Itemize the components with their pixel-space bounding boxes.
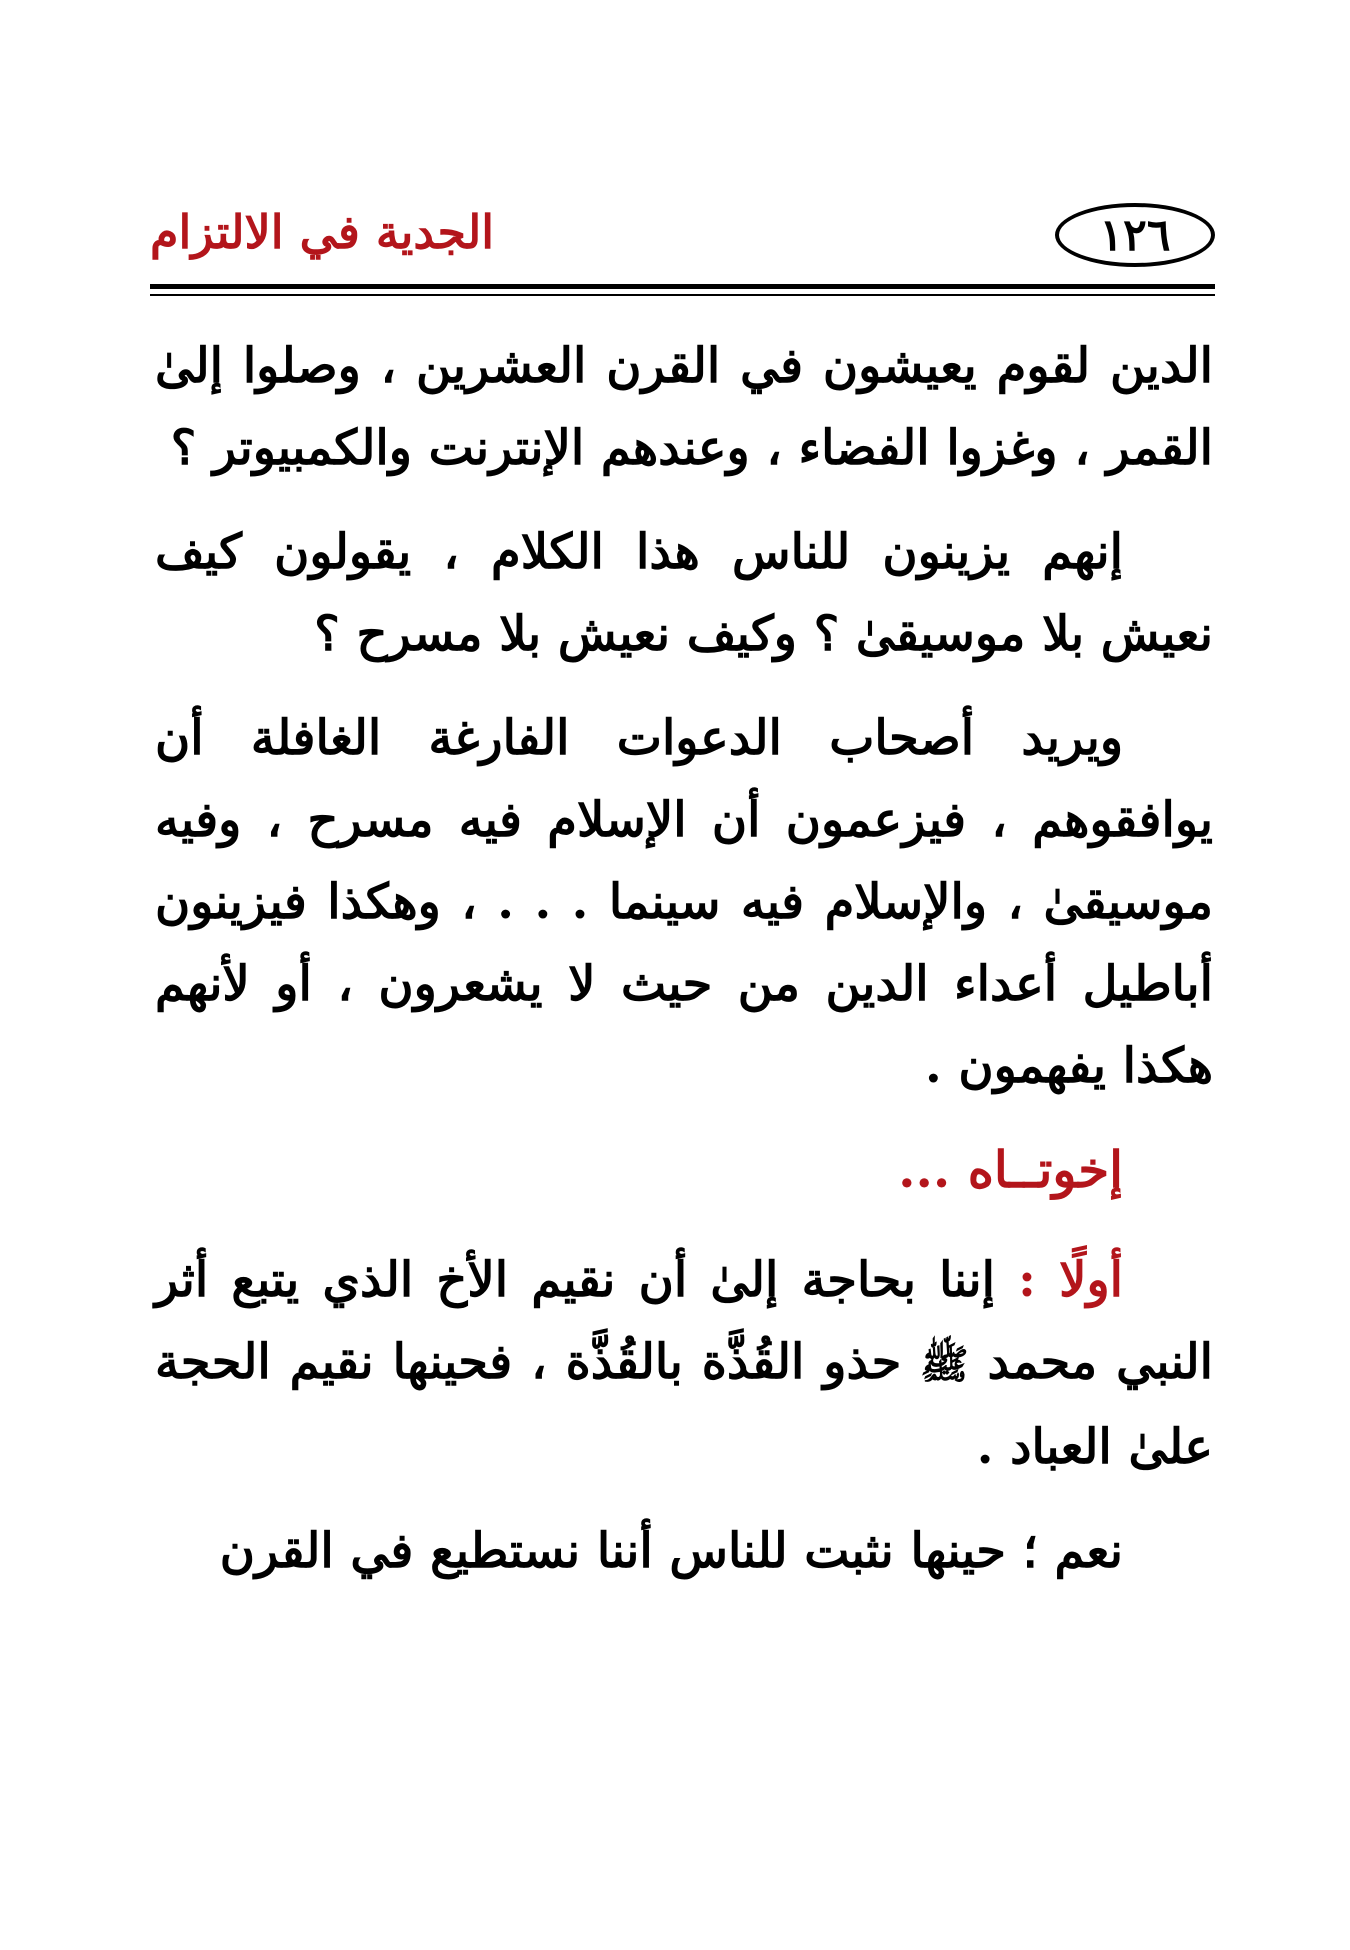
header-rule-thin bbox=[150, 294, 1215, 296]
salutation-glyph: ﷺ bbox=[920, 1341, 969, 1388]
page-header bbox=[150, 195, 1215, 275]
point-one-text-after: حذو القُذَّة بالقُذَّة ، فحينها نقيم الحجة علىٰ العباد . bbox=[155, 1334, 1213, 1475]
paragraph-3: ويريد أصحاب الدعوات الفارغة الغافلة أن يوافقوهم ، فيزعمون أن الإسلام فيه مسرح ، وفيه موسيقىٰ ، والإسلام فيه سينما . . . ، وهكذا فيزينون أباطيل أعداء الدين من حيث لا يشعرون ، أو لأنهم هكذا يفهمون . bbox=[155, 710, 1213, 1094]
paragraph-2: إنهم يزينون للناس هذا الكلام ، يقولون كيف نعيش بلا موسيقىٰ ؟ وكيف نعيش بلا مسرح ؟ bbox=[155, 524, 1213, 662]
point-one-lead: أولًا : bbox=[1018, 1252, 1123, 1308]
paragraph-final: نعم ؛ حينها نثبت للناس أننا نستطيع في القرن bbox=[219, 1523, 1123, 1579]
section-heading: إخوتــاه ... bbox=[898, 1140, 1123, 1199]
running-title: الجدية في الالتزام bbox=[150, 205, 495, 259]
point-one-text-before: إننا بحاجة إلىٰ أن نقيم الأخ الذي يتبع أثر النبي محمد bbox=[155, 1252, 1214, 1390]
paragraph-point-one bbox=[155, 1239, 1213, 1488]
paragraph-1: الدين لقوم يعيشون في القرن العشرين ، وصلوا إلىٰ القمر ، وغزوا الفضاء ، وعندهم الإنترنت والكمبيوتر ؟ bbox=[155, 338, 1213, 476]
page-number: ١٢٦ bbox=[1055, 203, 1215, 267]
header-rule-thick bbox=[150, 284, 1215, 289]
page-content bbox=[155, 325, 1213, 1614]
